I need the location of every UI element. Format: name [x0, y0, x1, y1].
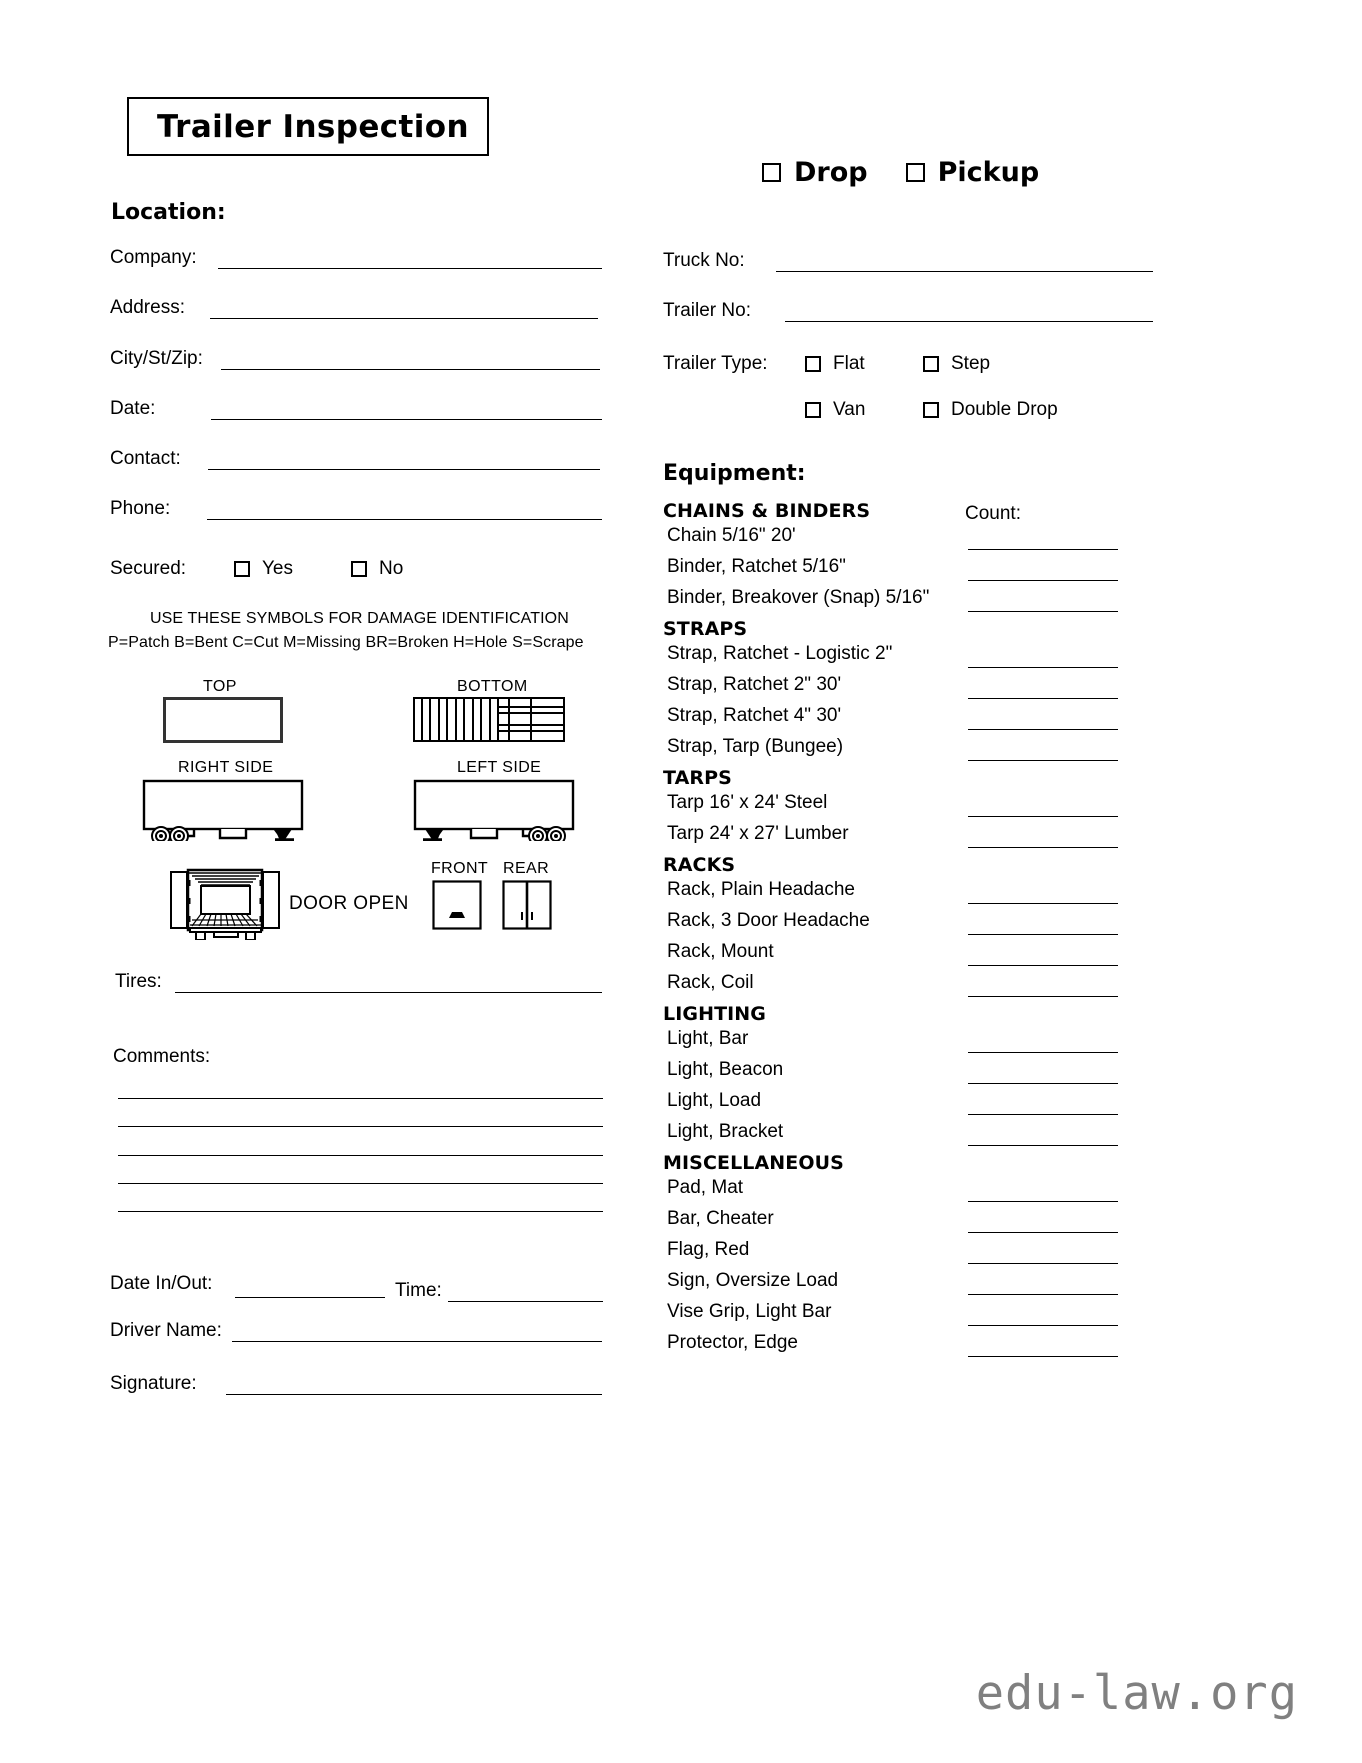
field-contact-input[interactable] — [208, 449, 600, 470]
checkbox-secured-yes-label: Yes — [262, 558, 293, 579]
equipment-item-label: Strap, Ratchet 2" 30' — [667, 674, 842, 695]
diagram-caption-door-open: DOOR OPEN — [289, 893, 409, 914]
equipment-count-input[interactable] — [968, 934, 1118, 935]
damage-legend-line2: P=Patch B=Bent C=Cut M=Missing BR=Broken H=Hole S=Scrape — [108, 634, 584, 651]
equipment-count-input[interactable] — [968, 1294, 1118, 1295]
field-phone[interactable] — [110, 498, 602, 520]
equipment-count-input[interactable] — [968, 1145, 1118, 1146]
checkbox-trailer-type-van-label: Van — [833, 399, 866, 420]
comments-line-3[interactable] — [118, 1155, 603, 1156]
field-address-label: Address: — [110, 297, 185, 318]
field-tires-input[interactable] — [175, 972, 602, 993]
equipment-count-input[interactable] — [968, 1325, 1118, 1326]
field-trailer-no[interactable] — [663, 300, 1153, 322]
field-tires[interactable] — [115, 971, 602, 993]
checkbox-trailer-type-double-drop-label: Double Drop — [951, 399, 1058, 420]
field-driver-name[interactable] — [110, 1320, 602, 1342]
checkbox-drop[interactable] — [762, 157, 868, 188]
checkbox-pickup[interactable] — [906, 157, 1040, 188]
field-signature-label: Signature: — [110, 1373, 197, 1394]
checkbox-secured-yes[interactable] — [234, 558, 293, 580]
field-contact-label: Contact: — [110, 448, 181, 469]
equipment-count-label: Count: — [965, 503, 1021, 524]
checkbox-drop-label: Drop — [794, 157, 868, 188]
field-city-state-zip-label: City/St/Zip: — [110, 348, 203, 369]
equipment-count-input[interactable] — [968, 847, 1118, 848]
watermark: edu-law.org — [975, 1666, 1298, 1721]
equipment-group-heading: STRAPS — [663, 618, 748, 640]
equipment-count-input[interactable] — [968, 729, 1118, 730]
field-truck-no[interactable] — [663, 250, 1153, 272]
equipment-count-input[interactable] — [968, 1201, 1118, 1202]
comments-line-1[interactable] — [118, 1098, 603, 1099]
equipment-count-input[interactable] — [968, 580, 1118, 581]
field-driver-name-input[interactable] — [232, 1321, 602, 1342]
field-time-label: Time: — [395, 1280, 442, 1301]
field-company-label: Company: — [110, 247, 197, 268]
field-address[interactable] — [110, 297, 598, 319]
diagram-left-side-view — [413, 779, 575, 841]
equipment-item-label: Binder, Ratchet 5/16" — [667, 556, 846, 577]
checkbox-pickup-label: Pickup — [937, 157, 1040, 188]
equipment-count-input[interactable] — [968, 1232, 1118, 1233]
equipment-item-label: Strap, Ratchet - Logistic 2" — [667, 643, 893, 664]
diagram-front-view — [432, 880, 482, 930]
equipment-item-label: Strap, Tarp (Bungee) — [667, 736, 844, 757]
checkbox-trailer-type-van[interactable] — [805, 399, 923, 421]
diagram-door-open-view — [170, 868, 280, 940]
equipment-count-input[interactable] — [968, 1356, 1118, 1357]
equipment-count-input[interactable] — [968, 698, 1118, 699]
equipment-item-label: Binder, Breakover (Snap) 5/16" — [667, 587, 930, 608]
field-truck-no-label: Truck No: — [663, 250, 745, 271]
form-title-box — [127, 97, 489, 156]
field-driver-name-label: Driver Name: — [110, 1320, 222, 1341]
diagram-right-side-view — [142, 779, 304, 841]
equipment-count-input[interactable] — [968, 965, 1118, 966]
diagram-top-view — [163, 697, 283, 743]
equipment-item-label: Light, Load — [667, 1090, 762, 1111]
equipment-item-label: Rack, Plain Headache — [667, 879, 855, 900]
equipment-item-label: Rack, Coil — [667, 972, 754, 993]
comments-line-4[interactable] — [118, 1183, 603, 1184]
field-trailer-no-label: Trailer No: — [663, 300, 751, 321]
equipment-count-input[interactable] — [968, 549, 1118, 550]
equipment-group-heading: TARPS — [663, 767, 732, 789]
equipment-item-label: Protector, Edge — [667, 1332, 798, 1353]
location-heading: Location: — [111, 200, 226, 225]
checkbox-trailer-type-step-box[interactable] — [923, 356, 939, 372]
equipment-group-heading: CHAINS & BINDERS — [663, 500, 871, 522]
field-date-label: Date: — [110, 398, 156, 419]
field-signature-input[interactable] — [226, 1374, 602, 1395]
equipment-heading: Equipment: — [663, 461, 806, 486]
comments-line-5[interactable] — [118, 1211, 603, 1212]
secured-label: Secured: — [110, 558, 187, 579]
field-date-input[interactable] — [211, 399, 602, 420]
field-truck-no-input[interactable] — [776, 251, 1153, 272]
page-title: Trailer Inspection — [157, 108, 469, 145]
field-phone-label: Phone: — [110, 498, 171, 519]
checkbox-secured-yes-box[interactable] — [234, 561, 250, 577]
equipment-item-label: Light, Bar — [667, 1028, 749, 1049]
equipment-item-label: Chain 5/16" 20' — [667, 525, 796, 546]
checkbox-trailer-type-van-box[interactable] — [805, 402, 821, 418]
diagram-rear-view — [502, 880, 552, 930]
trailer-type-label: Trailer Type: — [663, 353, 768, 374]
equipment-item-label: Tarp 24' x 27' Lumber — [667, 823, 849, 844]
equipment-count-input[interactable] — [968, 1263, 1118, 1264]
trailer-type-row-2 — [663, 399, 1058, 421]
equipment-count-input[interactable] — [968, 667, 1118, 668]
diagram-caption-bottom: BOTTOM — [457, 678, 528, 695]
equipment-count-input[interactable] — [968, 996, 1118, 997]
checkbox-trailer-type-flat-box[interactable] — [805, 356, 821, 372]
drop-pickup-group — [762, 157, 1039, 188]
checkbox-trailer-type-step[interactable] — [923, 353, 990, 375]
equipment-item-label: Tarp 16' x 24' Steel — [667, 792, 828, 813]
diagram-caption-front: FRONT — [431, 860, 489, 877]
trailer-type-row-1 — [663, 353, 990, 375]
diagram-caption-top: TOP — [203, 678, 237, 695]
equipment-item-label: Sign, Oversize Load — [667, 1270, 839, 1291]
equipment-item-label: Pad, Mat — [667, 1177, 744, 1198]
field-trailer-no-input[interactable] — [785, 301, 1153, 322]
equipment-count-input[interactable] — [968, 816, 1118, 817]
field-signature[interactable] — [110, 1373, 602, 1395]
equipment-item-label: Bar, Cheater — [667, 1208, 774, 1229]
checkbox-drop-box[interactable] — [762, 163, 781, 182]
field-company[interactable] — [110, 247, 602, 269]
comments-line-2[interactable] — [118, 1126, 603, 1127]
checkbox-secured-no[interactable] — [351, 558, 403, 580]
equipment-count-input[interactable] — [968, 1083, 1118, 1084]
checkbox-trailer-type-flat[interactable] — [805, 353, 923, 375]
equipment-item-label: Vise Grip, Light Bar — [667, 1301, 832, 1322]
field-company-input[interactable] — [218, 248, 602, 269]
checkbox-trailer-type-double-drop[interactable] — [923, 399, 1058, 421]
damage-legend-line1: USE THESE SYMBOLS FOR DAMAGE IDENTIFICATION — [150, 610, 569, 627]
field-contact[interactable] — [110, 448, 600, 470]
equipment-group-heading: RACKS — [663, 854, 736, 876]
equipment-item-label: Light, Bracket — [667, 1121, 784, 1142]
equipment-item-label: Rack, Mount — [667, 941, 774, 962]
field-phone-input[interactable] — [207, 499, 602, 520]
equipment-count-input[interactable] — [968, 1052, 1118, 1053]
field-date-in-out-label: Date In/Out: — [110, 1273, 213, 1294]
diagram-caption-left-side: LEFT SIDE — [457, 759, 542, 776]
diagram-caption-rear: REAR — [503, 860, 550, 877]
equipment-count-input[interactable] — [968, 903, 1118, 904]
equipment-item-label: Strap, Ratchet 4" 30' — [667, 705, 842, 726]
checkbox-trailer-type-flat-label: Flat — [833, 353, 865, 374]
field-date-in-out-input[interactable] — [235, 1277, 385, 1298]
field-city-state-zip[interactable] — [110, 348, 600, 370]
checkbox-secured-no-label: No — [379, 558, 404, 579]
equipment-group-heading: LIGHTING — [663, 1003, 766, 1025]
checkbox-trailer-type-double-drop-box[interactable] — [923, 402, 939, 418]
field-time-input[interactable] — [448, 1281, 603, 1302]
equipment-count-input[interactable] — [968, 611, 1118, 612]
checkbox-pickup-box[interactable] — [906, 163, 925, 182]
equipment-count-input[interactable] — [968, 760, 1118, 761]
checkbox-trailer-type-step-label: Step — [951, 353, 991, 374]
equipment-count-input[interactable] — [968, 1114, 1118, 1115]
equipment-item-label: Rack, 3 Door Headache — [667, 910, 870, 931]
diagram-caption-right-side: RIGHT SIDE — [178, 759, 274, 776]
field-date[interactable] — [110, 398, 602, 420]
equipment-group-heading: MISCELLANEOUS — [663, 1152, 844, 1174]
equipment-item-label: Flag, Red — [667, 1239, 750, 1260]
comments-label: Comments: — [113, 1046, 211, 1067]
diagram-bottom-view — [413, 697, 565, 742]
equipment-item-label: Light, Beacon — [667, 1059, 784, 1080]
field-tires-label: Tires: — [115, 971, 162, 992]
secured-row — [110, 558, 403, 580]
field-address-input[interactable] — [210, 298, 598, 319]
field-city-state-zip-input[interactable] — [221, 349, 600, 370]
checkbox-secured-no-box[interactable] — [351, 561, 367, 577]
